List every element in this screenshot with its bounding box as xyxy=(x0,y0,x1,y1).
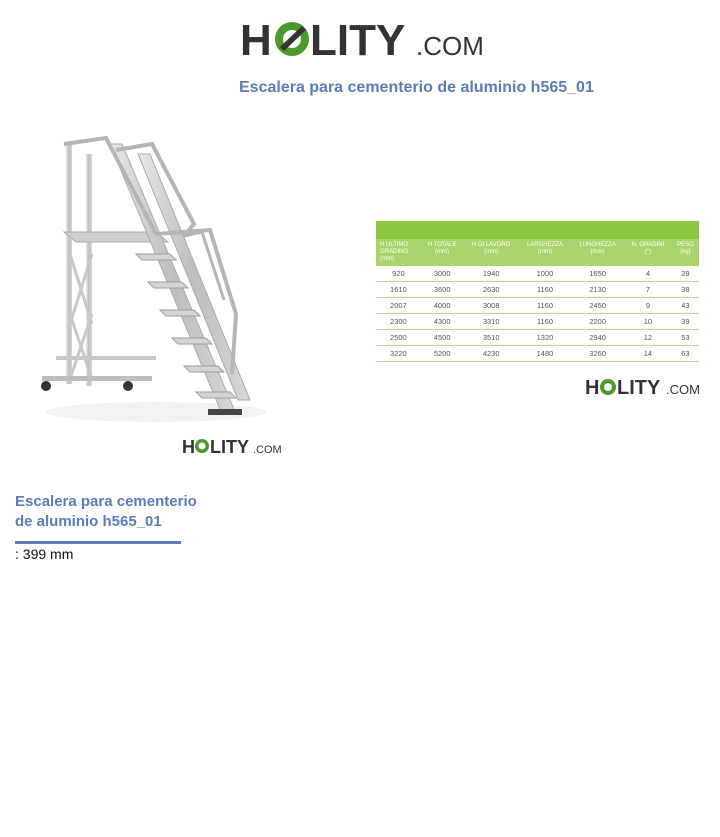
table-cell: 2007 xyxy=(376,298,421,314)
table-cell: 1160 xyxy=(519,282,571,298)
table-cell: 1480 xyxy=(519,346,571,362)
table-cell: 1000 xyxy=(519,266,571,282)
table-cell: 2940 xyxy=(571,330,624,346)
spec-header-cell xyxy=(376,239,421,266)
svg-text:.COM: .COM xyxy=(666,382,700,397)
table-cell: 2450 xyxy=(571,298,624,314)
caption-line-2: de aluminio h565_01 xyxy=(15,513,162,530)
spec-header-line: PESO xyxy=(677,242,694,248)
logo-o-icon xyxy=(275,22,309,56)
table-cell: 5200 xyxy=(421,346,464,362)
table-cell: 1320 xyxy=(519,330,571,346)
spec-table-band xyxy=(376,221,699,239)
spec-header-cell xyxy=(672,239,699,266)
table-cell: 1650 xyxy=(571,266,624,282)
table-row xyxy=(376,266,699,282)
table-cell: 4 xyxy=(624,266,672,282)
table-cell: 4300 xyxy=(421,314,464,330)
table-cell: 9 xyxy=(624,298,672,314)
svg-text:LITY: LITY xyxy=(310,16,406,65)
table-cell: 12 xyxy=(624,330,672,346)
spec-table xyxy=(376,221,699,362)
table-cell: 4500 xyxy=(421,330,464,346)
spec-header-line: (mm) xyxy=(435,249,450,255)
table-cell: 4000 xyxy=(421,298,464,314)
spec-header-line: N. GRADINI xyxy=(631,242,665,248)
spec-header-line: H TOTALE xyxy=(427,242,457,248)
brand-logo[interactable] xyxy=(240,10,484,66)
spec-header-line: (mm) xyxy=(380,256,394,262)
table-cell: 2630 xyxy=(464,282,519,298)
spec-header-line: (kg) xyxy=(680,249,691,255)
table-cell: 3600 xyxy=(421,282,464,298)
table-cell: 63 xyxy=(672,346,699,362)
svg-text:LITY: LITY xyxy=(210,437,249,457)
table-cell: 3220 xyxy=(376,346,421,362)
table-cell: 2300 xyxy=(376,314,421,330)
spec-header-line: H ULTIMO xyxy=(380,242,409,248)
table-cell: 43 xyxy=(672,298,699,314)
table-row xyxy=(376,346,699,362)
table-cell: 53 xyxy=(672,330,699,346)
spec-header-line: LARGHEZZA xyxy=(526,242,563,248)
table-row xyxy=(376,330,699,346)
table-cell: 3260 xyxy=(571,346,624,362)
spec-header-line: (*) xyxy=(644,249,652,255)
spec-header-line: (mm) xyxy=(537,249,552,255)
spec-header-line: (mm) xyxy=(590,249,605,255)
svg-text:.COM: .COM xyxy=(253,444,282,456)
product-caption xyxy=(15,492,235,532)
svg-text:LITY: LITY xyxy=(617,377,661,399)
table-cell: 39 xyxy=(672,314,699,330)
table-cell: 14 xyxy=(624,346,672,362)
spec-header-line: (mm) xyxy=(484,249,499,255)
spec-header-cell xyxy=(464,239,519,266)
table-cell: 2130 xyxy=(571,282,624,298)
table-cell: 1160 xyxy=(519,314,571,330)
caption-divider xyxy=(15,541,181,544)
page-title: Escalera para cementerio de aluminio h565_01 xyxy=(239,79,594,96)
spec-header-line: H DI LAVORO xyxy=(472,242,511,248)
caption-line-1: Escalera para cementerio xyxy=(15,493,197,510)
spec-header-cell xyxy=(571,239,624,266)
dimension-text: : 399 mm xyxy=(15,546,74,562)
table-cell: 1160 xyxy=(519,298,571,314)
table-row xyxy=(376,314,699,330)
table-cell: 920 xyxy=(376,266,421,282)
table-row xyxy=(376,282,699,298)
svg-text:H: H xyxy=(182,437,195,457)
svg-text:.COM: .COM xyxy=(416,31,484,61)
table-cell: 2200 xyxy=(571,314,624,330)
table-cell: 3000 xyxy=(421,266,464,282)
table-cell: 29 xyxy=(672,266,699,282)
spec-header-line: LUNGHEZZA xyxy=(579,242,616,248)
table-cell: 3310 xyxy=(464,314,519,330)
table-cell: 38 xyxy=(672,282,699,298)
table-cell: 3510 xyxy=(464,330,519,346)
svg-text:H: H xyxy=(585,377,600,399)
spec-header-cell xyxy=(624,239,672,266)
table-cell: 4230 xyxy=(464,346,519,362)
spec-table-header xyxy=(376,239,699,266)
product-image xyxy=(36,124,280,460)
table-cell: 7 xyxy=(624,282,672,298)
svg-text:H: H xyxy=(240,16,272,65)
table-cell: 3008 xyxy=(464,298,519,314)
table-cell: 2500 xyxy=(376,330,421,346)
spec-header-cell xyxy=(519,239,571,266)
table-watermark-logo xyxy=(585,374,701,405)
table-cell: 10 xyxy=(624,314,672,330)
table-cell: 1940 xyxy=(464,266,519,282)
spec-header-cell xyxy=(421,239,464,266)
photo-watermark-logo xyxy=(182,434,282,463)
spec-header-line: GRADINO xyxy=(380,249,409,255)
table-row xyxy=(376,298,699,314)
table-cell: 1610 xyxy=(376,282,421,298)
